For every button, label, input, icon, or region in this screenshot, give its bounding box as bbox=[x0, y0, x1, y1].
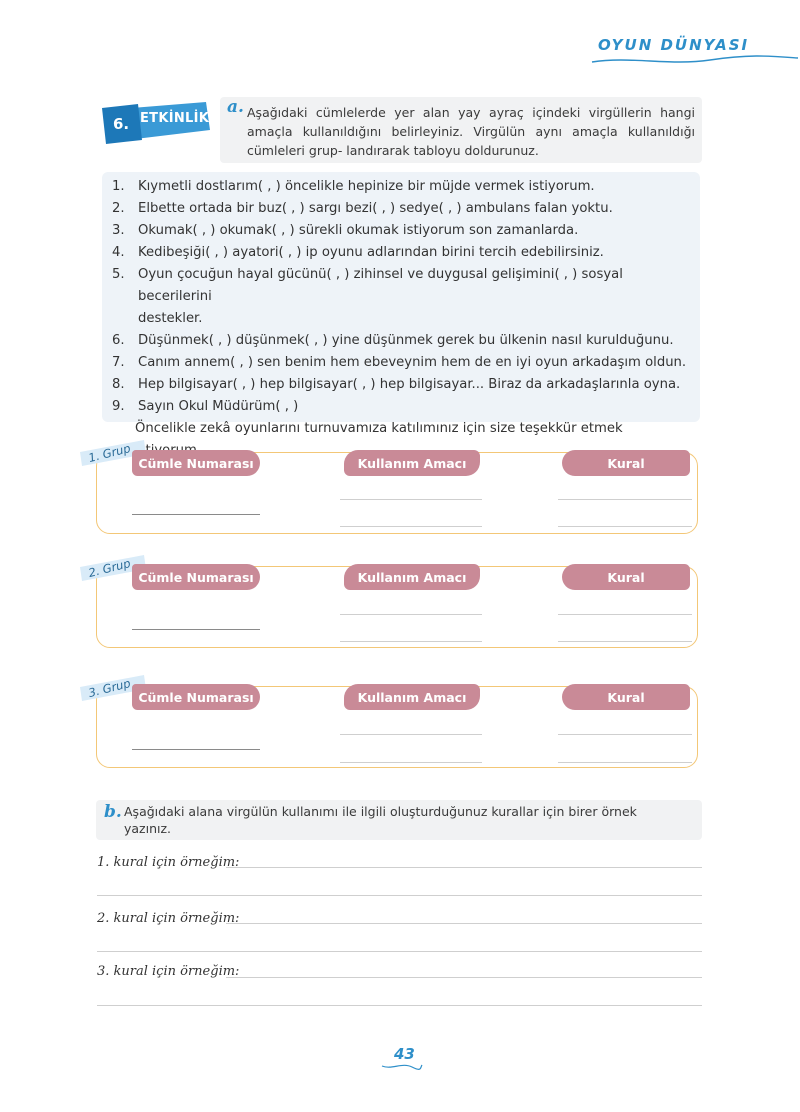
page-number-decoration bbox=[380, 1062, 424, 1072]
part-a-letter: a. bbox=[227, 97, 244, 117]
header-kullanim-amaci: Kullanım Amacı bbox=[344, 684, 480, 710]
answer-line[interactable] bbox=[132, 514, 260, 515]
header-kural: Kural bbox=[562, 450, 690, 476]
activity-number: 6. bbox=[113, 115, 130, 133]
answer-line[interactable] bbox=[340, 641, 482, 642]
page-number: 43 bbox=[394, 1045, 415, 1063]
group-1-label: 1. Grup bbox=[86, 441, 132, 465]
book-title: OYUN DÜNYASI bbox=[598, 36, 750, 54]
answer-line[interactable] bbox=[340, 526, 482, 527]
list-item: 8. Hep bilgisayar( , ) hep bilgisayar( , ) hep bilgisayar... Biraz da arkadaşlarınla oyna. bbox=[112, 377, 681, 392]
answer-line[interactable] bbox=[340, 499, 482, 500]
header-cumle-numarasi: Cümle Numarası bbox=[132, 684, 260, 710]
answer-line[interactable] bbox=[558, 499, 692, 500]
sentence-list bbox=[112, 176, 692, 462]
list-item: 4. Kedibeşiği( , ) ayatori( , ) ip oyunu adlarından birini tercih edebilirsiniz. bbox=[112, 245, 604, 260]
header-kural: Kural bbox=[562, 564, 690, 590]
answer-line[interactable] bbox=[97, 1005, 702, 1006]
group-3-label: 3. Grup bbox=[86, 676, 132, 700]
header-kullanim-amaci: Kullanım Amacı bbox=[344, 564, 480, 590]
example-label-3: 3. kural için örneğim: bbox=[97, 964, 240, 979]
example-label-2: 2. kural için örneğim: bbox=[97, 911, 240, 926]
answer-line[interactable] bbox=[226, 977, 702, 978]
list-item: 5. Oyun çocuğun hayal gücünü( , ) zihinsel ve duygusal gelişimini( , ) sosyal becerilerini bbox=[112, 267, 623, 304]
answer-line[interactable] bbox=[558, 614, 692, 615]
answer-line[interactable] bbox=[558, 734, 692, 735]
answer-line[interactable] bbox=[340, 762, 482, 763]
list-item: 2. Elbette ortada bir buz( , ) sargı bezi( , ) sedye( , ) ambulans falan yoktu. bbox=[112, 201, 613, 216]
header-kullanim-amaci: Kullanım Amacı bbox=[344, 450, 480, 476]
list-item: destekler. bbox=[138, 311, 203, 326]
header-cumle-numarasi: Cümle Numarası bbox=[132, 564, 260, 590]
title-underline-decoration bbox=[590, 52, 800, 68]
answer-line[interactable] bbox=[226, 923, 702, 924]
answer-line[interactable] bbox=[340, 734, 482, 735]
header-cumle-numarasi: Cümle Numarası bbox=[132, 450, 260, 476]
list-item: 7. Canım annem( , ) sen benim hem ebeveynim hem de en iyi oyun arkadaşım oldun. bbox=[112, 355, 687, 370]
part-b-instruction: Aşağıdaki alana virgülün kullanımı ile ilgili oluşturduğunuz kurallar için birer örnek yazınız. bbox=[124, 804, 637, 836]
group-2-label: 2. Grup bbox=[86, 556, 132, 580]
example-label-1: 1. kural için örneğim: bbox=[97, 855, 240, 870]
header-kural: Kural bbox=[562, 684, 690, 710]
answer-line[interactable] bbox=[558, 526, 692, 527]
answer-line[interactable] bbox=[558, 641, 692, 642]
list-item: 6. Düşünmek( , ) düşünmek( , ) yine düşünmek gerek bu ülkenin nasıl kurulduğunu. bbox=[112, 333, 674, 348]
answer-line[interactable] bbox=[132, 749, 260, 750]
answer-line[interactable] bbox=[226, 867, 702, 868]
list-item: 1. Kıymetli dostlarım( , ) öncelikle hepinize bir müjde vermek istiyorum. bbox=[112, 179, 595, 194]
list-item: Öncelikle zekâ oyunlarını turnuvamıza katılımınız için size teşekkür etmek bbox=[135, 421, 623, 436]
answer-line[interactable] bbox=[97, 951, 702, 952]
answer-line[interactable] bbox=[97, 895, 702, 896]
activity-label: ETKİNLİK bbox=[140, 111, 210, 126]
list-item: 9. Sayın Okul Müdürüm( , ) bbox=[112, 399, 299, 414]
part-a-instruction: Aşağıdaki cümlelerde yer alan yay ayraç içindeki virgüllerin hangi amaçla kullanıldığını belirleyiniz. Virgülün aynı amaçla kullanıldığı cümleleri grup- landırarak tabloyu doldurunuz. bbox=[247, 105, 695, 158]
part-b-letter: b. bbox=[104, 802, 122, 822]
answer-line[interactable] bbox=[340, 614, 482, 615]
answer-line[interactable] bbox=[132, 629, 260, 630]
list-item: 3. Okumak( , ) okumak( , ) sürekli okumak istiyorum son zamanlarda. bbox=[112, 223, 579, 238]
answer-line[interactable] bbox=[558, 762, 692, 763]
